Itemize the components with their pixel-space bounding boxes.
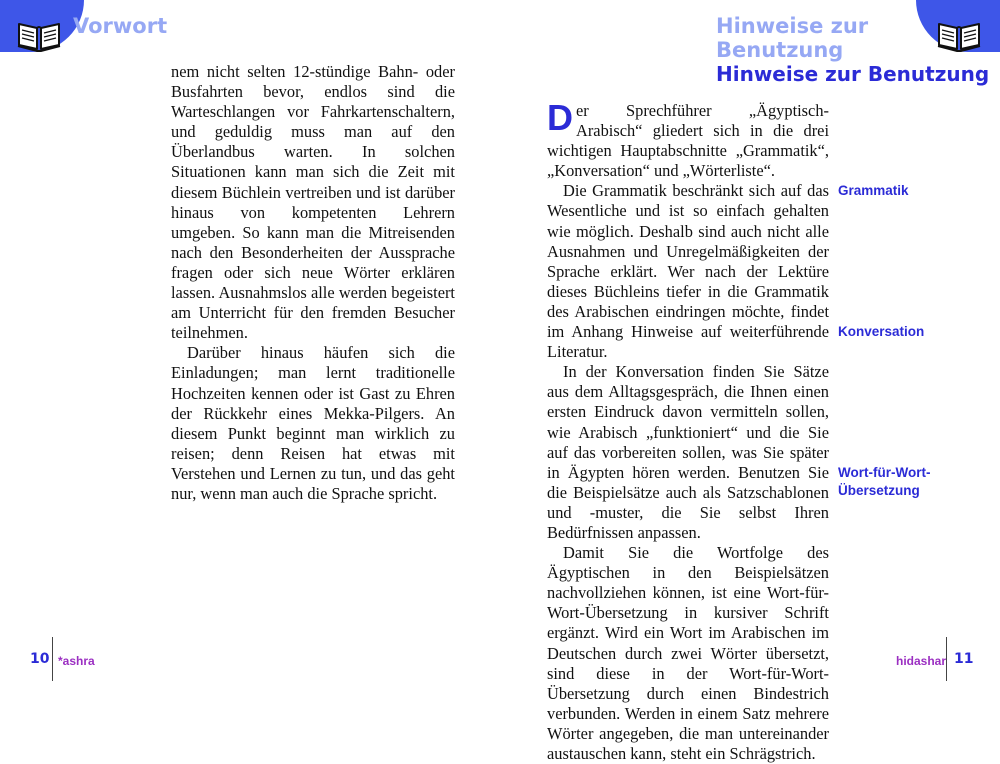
drop-cap: D: [547, 97, 573, 138]
page-number-left: 10: [30, 651, 50, 667]
margin-note-label: Konversation: [838, 324, 925, 339]
running-head-right: Hinweise zur Benutzung: [716, 14, 869, 62]
margin-note-wort-fuer-wort: [838, 464, 930, 500]
body-paragraph: nem nicht selten 12-stündige Bahn- oder Busfahrten bevor, endlos sind die Warteschlangen vor Fahrkartenschaltern, und geduldig muss man auf den Überlandbus warten. In solchen Situationen kann man sich die Zeit mit diesem Büchlein vertreiben und ist darüber hinaus von kompetenten Lehrern umgeben. So kann man die Mitreisenden nach den Besonderheiten der Aussprache fragen oder sich neue Wörter erklären lassen. Ausnahmslos alle werden begeistert am Unterricht für den fremden Besucher teilnehmen.: [171, 62, 455, 343]
margin-note-grammatik: [838, 182, 909, 200]
footer-divider-left: [52, 637, 53, 681]
imprint-left: *ashra: [58, 654, 95, 668]
running-head-left: Vorwort: [73, 14, 168, 38]
margin-note-label: Übersetzung: [838, 483, 920, 498]
margin-note-label: Grammatik: [838, 183, 909, 198]
page-number-right: 11: [954, 651, 974, 667]
footer-divider-right: [946, 637, 947, 681]
imprint-right: hidashar: [896, 654, 947, 668]
body-paragraph: In der Konversation finden Sie Sätze aus dem Alltagsgespräch, die Ihnen einen ersten Eindruck davon vermitteln sollen, wie Arabisch „funktioniert“ und die Sie auf das vorbereiten sollen, was Sie später in Ägypten hören werden. Benutzen Sie die Beispielsätze auch als Satzschablonen und -muster, die Sie selbst Ihren Bedürfnissen anpassen.: [547, 362, 829, 542]
intro-paragraph: [547, 97, 829, 181]
right-page-body: [547, 97, 829, 764]
body-paragraph: Die Grammatik beschränkt sich auf das Wesentliche und ist so einfach gehalten wie möglich. Deshalb sind auch nicht alle Ausnahmen und Unregelmäßigkeiten der Sprache erklärt. Wer nach der Lektüre dieses Büchleins tiefer in die Grammatik des Arabischen eindringen möchte, findet im Anhang Hinweise auf weiterführende Literatur.: [547, 181, 829, 362]
intro-text: er Sprechführer „Ägyptisch-Arabisch“ gliedert sich in die drei wichtigen Hauptabschnitte „Grammatik“, „Konversation“ und „Wörterliste“.: [547, 101, 829, 181]
margin-note-konversation: [838, 323, 924, 341]
open-book-icon: [16, 16, 62, 52]
body-paragraph: Darüber hinaus häufen sich die Einladungen; man lernt traditionelle Hochzeiten kennen oder ist Gast zu Ehren der Rückkehr eines Mekka-Pilgers. An diesem Punkt beginnt man wirklich zu reisen; denn Reisen hat etwas mit Verstehen und Lernen zu tun, und das geht nur, wenn man auch die Sprache spricht.: [171, 343, 455, 503]
left-page-body: [171, 62, 455, 504]
section-title: Hinweise zur Benutzung: [716, 62, 990, 86]
body-paragraph: Damit Sie die Wortfolge des Ägyptischen in den Beispielsätzen nachvollziehen können, ist eine Wort-für-Wort-Übersetzung in kursiver Schrift ergänzt. Wird ein Wort im Arabischen im Deutschen durch zwei Wörter übersetzt, sind diese in der Wort-für-Wort-Übersetzung durch einen Bindestrich verbunden. Werden in einem Satz mehrere Wörter angegeben, die man untereinander austauschen kann, steht ein Schrägstrich.: [547, 543, 829, 763]
margin-note-label: Wort-für-Wort-: [838, 465, 931, 480]
